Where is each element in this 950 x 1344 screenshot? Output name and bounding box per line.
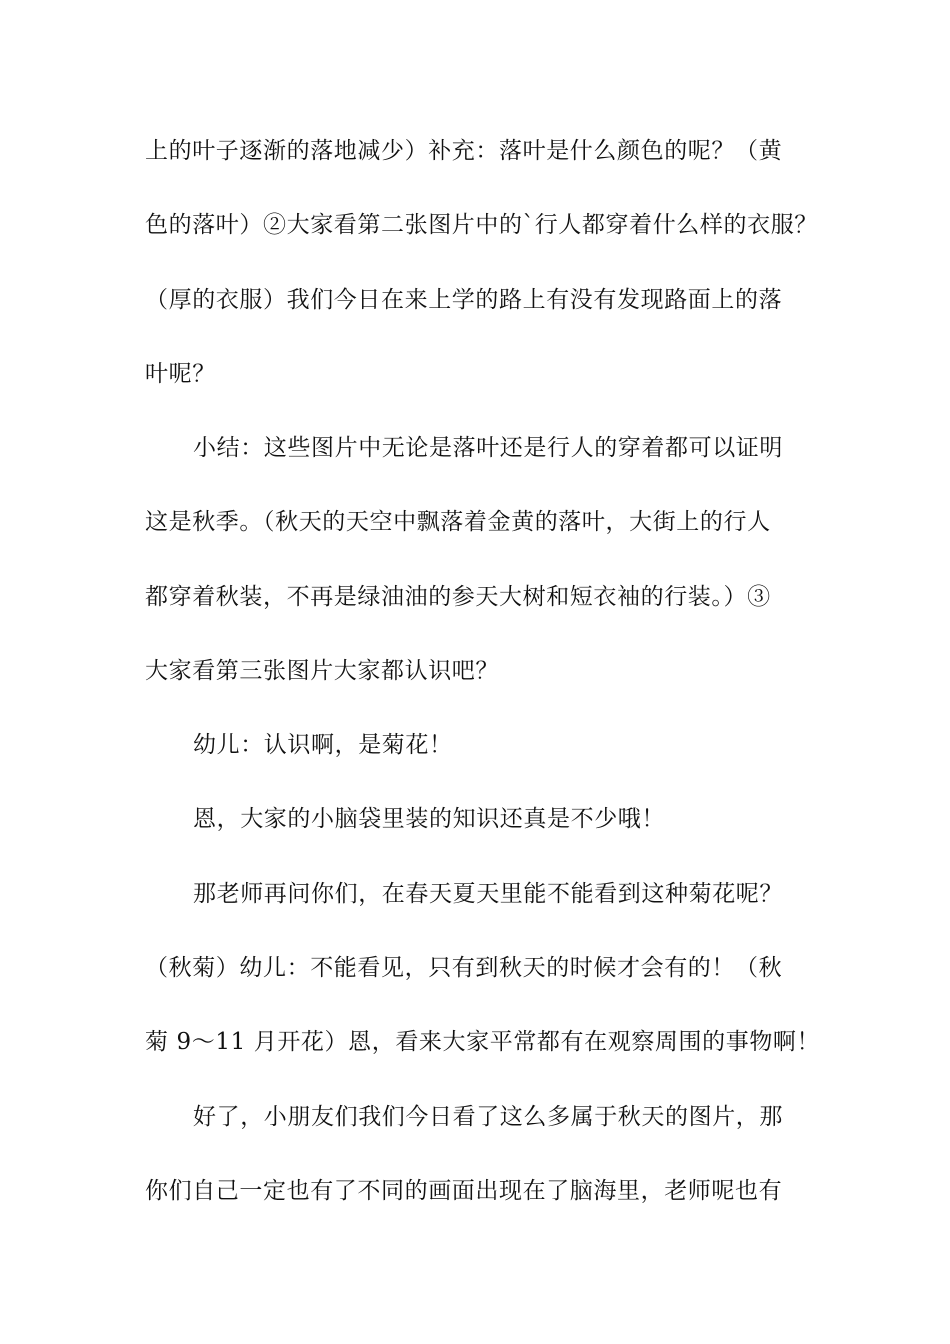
text-line: 叶呢？ xyxy=(145,361,216,387)
text-line: 恩，大家的小脑袋里装的知识还真是不少哦！ xyxy=(193,806,665,832)
text-line: 都穿着秋装，不再是绿油油的参天大树和短衣袖的行装。）③ xyxy=(145,584,771,610)
text-line: （厚的衣服）我们今日在来上学的路上有没有发现路面上的落 xyxy=(145,287,783,313)
text-line: 好了，小朋友们我们今日看了这么多属于秋天的图片，那 xyxy=(193,1104,783,1130)
text-line: 色的落叶）②大家看第二张图片中的`行人都穿着什么样的衣服？ xyxy=(145,212,818,238)
text-line: 你们自己一定也有了不同的画面出现在了脑海里，老师呢也有 xyxy=(145,1178,783,1204)
text-line: 那老师再问你们，在春天夏天里能不能看到这种菊花呢？ xyxy=(193,881,783,907)
text-line: 这是秋季。（秋天的天空中飘落着金黄的落叶，大街上的行人 xyxy=(145,509,771,535)
text-line: 小结：这些图片中无论是落叶还是行人的穿着都可以证明 xyxy=(193,435,783,461)
text-line: 幼儿：认识啊，是菊花！ xyxy=(193,732,453,758)
text-line: （秋菊）幼儿：不能看见，只有到秋天的时候才会有的！（秋 xyxy=(145,955,783,981)
text-line: 菊 9～11 月开花）恩，看来大家平常都有在观察周围的事物啊！ xyxy=(145,1029,821,1055)
text-line: 大家看第三张图片大家都认识吧？ xyxy=(145,658,499,684)
text-line: 上的叶子逐渐的落地减少）补充：落叶是什么颜色的呢？（黄 xyxy=(145,138,783,164)
